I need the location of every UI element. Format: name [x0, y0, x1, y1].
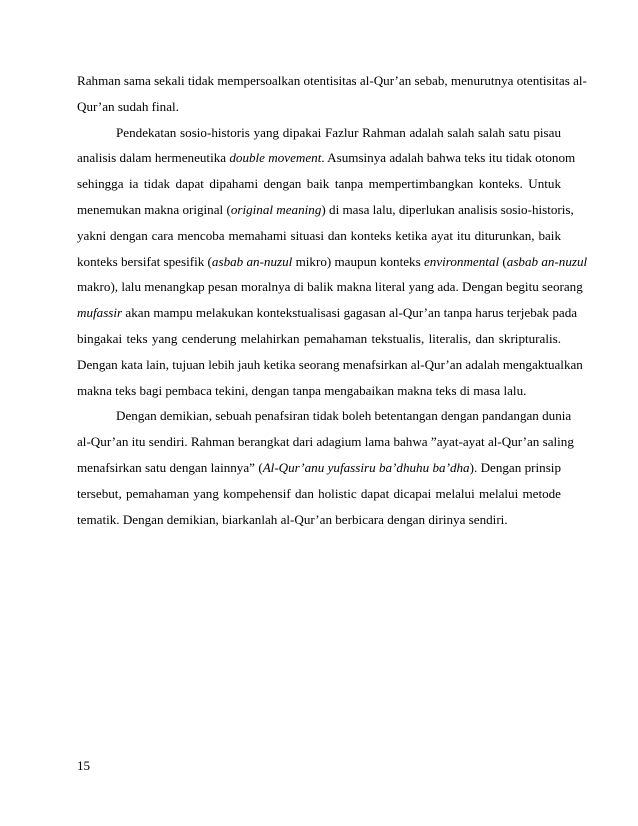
text-line	[77, 274, 583, 300]
text-segment: Dengan kata lain, tujuan lebih jauh ketika seorang menafsirkan al-Qur’an adalah mengaktualkan	[77, 356, 583, 372]
text-line	[77, 403, 572, 429]
text-line	[77, 455, 561, 481]
text-segment: menafsirkan satu dengan lainnya” (	[77, 459, 263, 475]
text-segment: akan mampu melakukan kontekstualisasi gagasan al-Qur’an tanpa harus terjebak pada	[122, 305, 578, 321]
text-line	[77, 94, 561, 120]
text-segment: makna teks bagi pembaca tekini, dengan tanpa mengabaikan makna teks di masa lalu.	[77, 382, 527, 398]
italic-term: double movement	[229, 150, 322, 166]
italic-term: asbab an-nuzul	[211, 253, 293, 269]
text-segment: makro), lalu menangkap pesan moralnya di balik makna literal yang ada. Dengan begitu seorang	[77, 279, 583, 295]
text-segment: bingakai teks yang cenderung melahirkan pemahaman tekstualis, literalis, dan skripturalis.	[77, 330, 561, 346]
text-segment: ) di masa lalu, diperlukan analisis sosio-historis,	[321, 201, 574, 217]
body-text	[77, 68, 588, 532]
text-line	[77, 171, 561, 197]
text-line	[77, 378, 561, 404]
text-segment: menemukan makna original (	[77, 201, 231, 217]
text-segment: konteks bersifat spesifik (	[77, 253, 212, 269]
text-segment: Dengan demikian, sebuah penafsiran tidak boleh betentangan dengan pandangan dunia	[116, 408, 572, 424]
italic-term: environmental	[423, 253, 500, 269]
text-line	[77, 197, 574, 223]
text-line	[77, 429, 574, 455]
text-line	[77, 507, 561, 533]
page-number: 15	[77, 758, 91, 773]
text-segment: Pendekatan sosio-historis yang dipakai Fazlur Rahman adalah salah salah satu pisau	[116, 124, 561, 140]
text-segment: sehingga ia tidak dapat dipahami dengan baik tanpa mempertimbangkan konteks. Untuk	[77, 176, 561, 192]
italic-term: Al-Qur’anu yufassiru ba’dhuhu ba’dha	[262, 459, 470, 475]
text-line	[77, 68, 587, 94]
text-line	[77, 249, 588, 275]
text-line	[77, 352, 583, 378]
text-line	[77, 300, 578, 326]
text-segment: al-Qur’an itu sendiri. Rahman berangkat dari adagium lama bahwa ”ayat-ayat al-Qur’an saling	[77, 434, 574, 450]
text-line	[77, 120, 561, 146]
text-segment: ). Dengan prinsip	[469, 459, 561, 475]
text-segment: analisis dalam hermeneutika	[77, 150, 230, 166]
text-segment: . Asumsinya adalah bahwa teks itu tidak otonom	[321, 150, 576, 166]
italic-term: mufassir	[77, 305, 123, 321]
text-segment: Qur’an sudah final.	[77, 98, 179, 114]
text-segment: (	[499, 253, 507, 269]
text-line	[77, 326, 561, 352]
text-segment: mikro) maupun konteks	[292, 253, 424, 269]
text-line	[77, 223, 561, 249]
text-segment: yakni dengan cara mencoba memahami situasi dan konteks ketika ayat itu diturunkan, baik	[77, 227, 561, 243]
text-segment: tematik. Dengan demikian, biarkanlah al-Qur’an berbicara dengan dirinya sendiri.	[77, 511, 508, 527]
italic-term: asbab an-nuzul	[506, 253, 588, 269]
italic-term: original meaning	[230, 201, 322, 217]
text-line	[77, 145, 576, 171]
text-segment: Rahman sama sekali tidak mempersoalkan otentisitas al-Qur’an sebab, menurutnya otentisitas al-	[77, 73, 587, 88]
text-segment: tersebut, pemahaman yang kompehensif dan holistic dapat dicapai melalui melalui metode	[77, 485, 561, 501]
text-line	[77, 481, 561, 507]
